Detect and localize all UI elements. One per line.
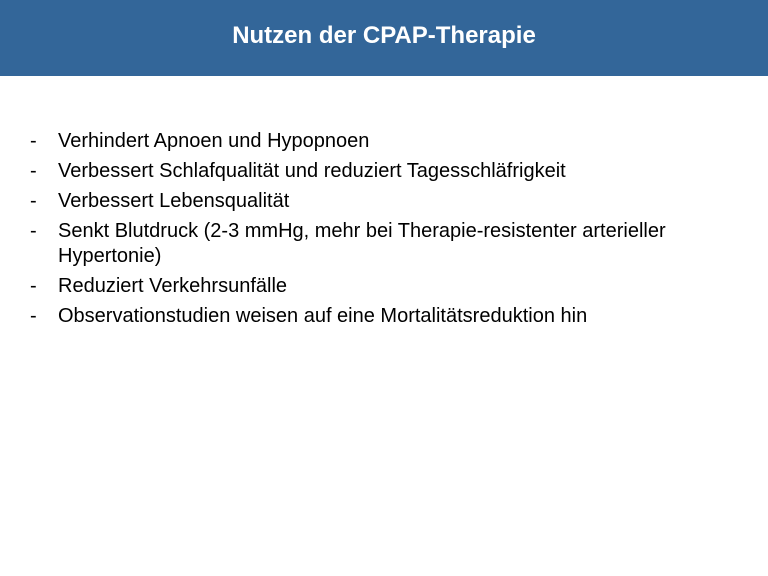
bullet-text: Verbessert Schlafqualität und reduziert Tagesschläfrigkeit	[58, 160, 566, 182]
bullet-text: Observationstudien weisen auf eine Mortalitätsreduktion hin	[58, 305, 588, 327]
bullet-text: Senkt Blutdruck (2-3 mmHg, mehr bei Therapie-resistenter arterieller Hypertonie)	[58, 220, 666, 267]
bullet-marker: -	[30, 130, 37, 152]
bullet-item	[30, 274, 750, 299]
bullet-text: Verhindert Apnoen und Hypopnoen	[58, 130, 370, 152]
bullet-marker: -	[30, 190, 37, 212]
bullet-item	[30, 159, 750, 184]
slide-title: Nutzen der CPAP-Therapie	[232, 22, 536, 49]
title-bar	[0, 0, 768, 76]
bullet-text: Reduziert Verkehrsunfälle	[58, 275, 288, 297]
bullet-item	[30, 189, 750, 214]
bullet-marker: -	[30, 305, 37, 327]
bullet-marker: -	[30, 160, 37, 182]
bullet-marker: -	[30, 220, 37, 242]
bullet-text: Verbessert Lebensqualität	[58, 190, 290, 212]
bullet-list	[30, 129, 750, 334]
bullet-marker: -	[30, 275, 37, 297]
bullet-item	[30, 219, 750, 269]
bullet-item	[30, 304, 750, 329]
bullet-item	[30, 129, 750, 154]
